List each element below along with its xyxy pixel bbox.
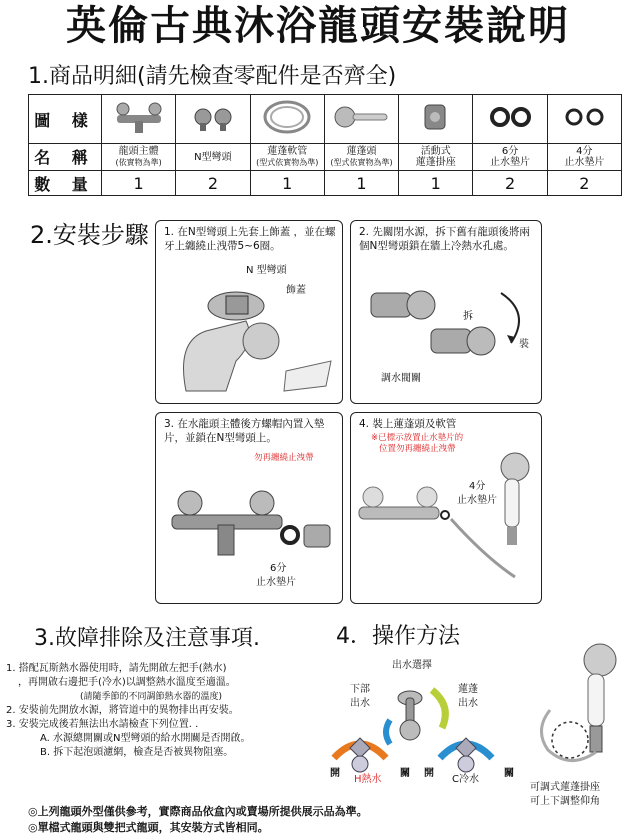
step2-text: 2. 先關閉水源，拆下舊有龍頭後將兩個N型彎頭鎖在牆上冷熱水孔處。 bbox=[359, 226, 530, 252]
n-elbow-icon bbox=[176, 95, 250, 144]
section3-line-4: 2. 安裝前先開放水源，將管道中的異物排出再安裝。 bbox=[6, 705, 239, 716]
label-remove: 拆 bbox=[463, 311, 473, 322]
label-shower2: 出水 bbox=[458, 698, 478, 709]
label-washer6-b: 止水墊片 bbox=[256, 577, 296, 588]
section3-heading: 3.故障排除及注意事項. bbox=[34, 626, 260, 651]
item-note: 止水墊片 bbox=[564, 157, 605, 168]
section3-line-3: (請隨季節的不同調節熱水器的溫度) bbox=[80, 692, 223, 702]
item-name-cell bbox=[176, 144, 250, 171]
item-name: 龍頭主體 bbox=[118, 146, 159, 157]
item-name: 6分 bbox=[501, 146, 519, 157]
section3-line-2: ，再開啟右邊把手(冷水)以調整熱水溫度至適溫。 bbox=[18, 677, 236, 688]
page-title: 英倫古典沐浴龍頭安裝說明 bbox=[66, 3, 570, 49]
item-name: 活動式 bbox=[420, 146, 451, 157]
step4-note1: ※已標示放置止水墊片的 bbox=[371, 433, 464, 443]
parts-table bbox=[28, 94, 622, 196]
section3-line-6: A. 水源總開關或N型彎頭的給水開關是否開啟。 bbox=[40, 733, 251, 744]
label-install: 裝 bbox=[519, 339, 529, 350]
footer-note-1: ◎上列龍頭外型僅供參考，實際商品依盒內或賣場所提供展示品為準。 bbox=[28, 805, 368, 818]
label-cold: C冷水 bbox=[452, 774, 479, 785]
washer-6-icon bbox=[473, 95, 547, 144]
label-close-hot: 關 bbox=[400, 768, 410, 779]
step2-box bbox=[350, 220, 542, 404]
section3-line-5: 3. 安裝完成後若無法出水請檢查下列位置. . bbox=[6, 719, 199, 730]
step1-illustration bbox=[166, 261, 336, 401]
label-shower: 蓮蓬 bbox=[458, 684, 478, 695]
step3-text: 3. 在水龍頭主體後方螺帽內置入墊片，並鎖在N型彎頭上。 bbox=[164, 418, 325, 444]
item-name-cell bbox=[473, 144, 547, 171]
holder-icon bbox=[399, 95, 473, 144]
item-name-cell bbox=[399, 144, 473, 171]
item-qty: 1 bbox=[250, 171, 324, 196]
item-name-cell bbox=[250, 144, 324, 171]
item-name: 蓮蓬頭 bbox=[346, 146, 377, 157]
step4-text: 4. 裝上蓮蓬頭及軟管 bbox=[359, 418, 457, 430]
item-name: 4分 bbox=[576, 146, 593, 157]
label-lower: 下部 bbox=[350, 684, 370, 695]
label-lower2: 出水 bbox=[350, 698, 370, 709]
row-label-name: 名 稱 bbox=[29, 144, 102, 171]
shower-holder-illustration bbox=[530, 640, 630, 780]
item-name: 蓮蓬軟管 bbox=[267, 146, 308, 157]
item-note: 蓮蓬掛座 bbox=[415, 157, 456, 168]
label-adjust-angle: 可上下調整仰角 bbox=[530, 796, 600, 807]
item-name: N型彎頭 bbox=[194, 151, 232, 163]
step1-box bbox=[155, 220, 343, 404]
label-hot: H熱水 bbox=[354, 774, 382, 785]
step3-box bbox=[155, 412, 343, 604]
label-cover: 飾蓋 bbox=[286, 285, 306, 296]
row-label-qty: 數 量 bbox=[29, 171, 102, 196]
item-note: (型式依實物為準) bbox=[256, 158, 319, 167]
label-adjust: 調水閥關 bbox=[381, 373, 421, 384]
footer-note-2: ◎單檔式龍頭與雙把式龍頭，其安裝方式皆相同。 bbox=[28, 821, 269, 834]
item-name-cell bbox=[102, 144, 176, 171]
section3-line-7: B. 拆下起泡頭濾網，檢查是否被異物阻塞。 bbox=[40, 747, 234, 758]
label-adjust-holder: 可調式蓮蓬掛座 bbox=[530, 782, 600, 793]
hose-icon bbox=[250, 95, 324, 144]
step3-illustration bbox=[162, 465, 338, 575]
item-note: (依實物為準) bbox=[115, 158, 162, 167]
item-note: 止水墊片 bbox=[490, 157, 531, 168]
step3-note: 勿再纏繞止洩帶 bbox=[254, 453, 314, 463]
shower-head-icon bbox=[324, 95, 398, 144]
label-n-elbow: N 型彎頭 bbox=[246, 265, 287, 276]
section3-line-1: 1. 搭配瓦斯熱水器使用時，請先開啟左把手(熱水) bbox=[6, 663, 227, 674]
label-open-cold: 開 bbox=[424, 768, 434, 779]
washer-4-icon bbox=[547, 95, 621, 144]
step1-text: 1. 在N型彎頭上先套上飾蓋 ，並在螺牙上纏繞止洩帶5~6圈。 bbox=[164, 226, 336, 252]
label-outlet-select: 出水選擇 bbox=[392, 660, 432, 671]
step4-box bbox=[350, 412, 542, 604]
item-name-cell bbox=[547, 144, 621, 171]
item-qty: 2 bbox=[547, 171, 621, 196]
item-note: (型式依實物為準) bbox=[330, 158, 393, 167]
faucet-body-icon bbox=[102, 95, 176, 144]
item-qty: 1 bbox=[399, 171, 473, 196]
row-label-image: 圖 樣 bbox=[29, 95, 102, 144]
item-qty: 2 bbox=[176, 171, 250, 196]
label-washer4-b: 止水墊片 bbox=[457, 495, 497, 506]
item-qty: 1 bbox=[102, 171, 176, 196]
label-washer6: 6分 bbox=[270, 563, 287, 574]
section4-heading: 4．操作方法 bbox=[336, 624, 460, 649]
label-washer4: 4分 bbox=[469, 481, 486, 492]
step4-illustration bbox=[355, 457, 539, 597]
item-name-cell bbox=[324, 144, 398, 171]
step4-note2: 位置勿再纏繞止洩帶 bbox=[379, 444, 456, 454]
section1-heading: 1.商品明細(請先檢查零配件是否齊全) bbox=[28, 64, 397, 89]
item-qty: 1 bbox=[324, 171, 398, 196]
section2-heading: 2.安裝步驟 bbox=[30, 221, 149, 249]
label-close-cold: 關 bbox=[504, 768, 514, 779]
label-open-hot: 開 bbox=[330, 768, 340, 779]
item-qty: 2 bbox=[473, 171, 547, 196]
